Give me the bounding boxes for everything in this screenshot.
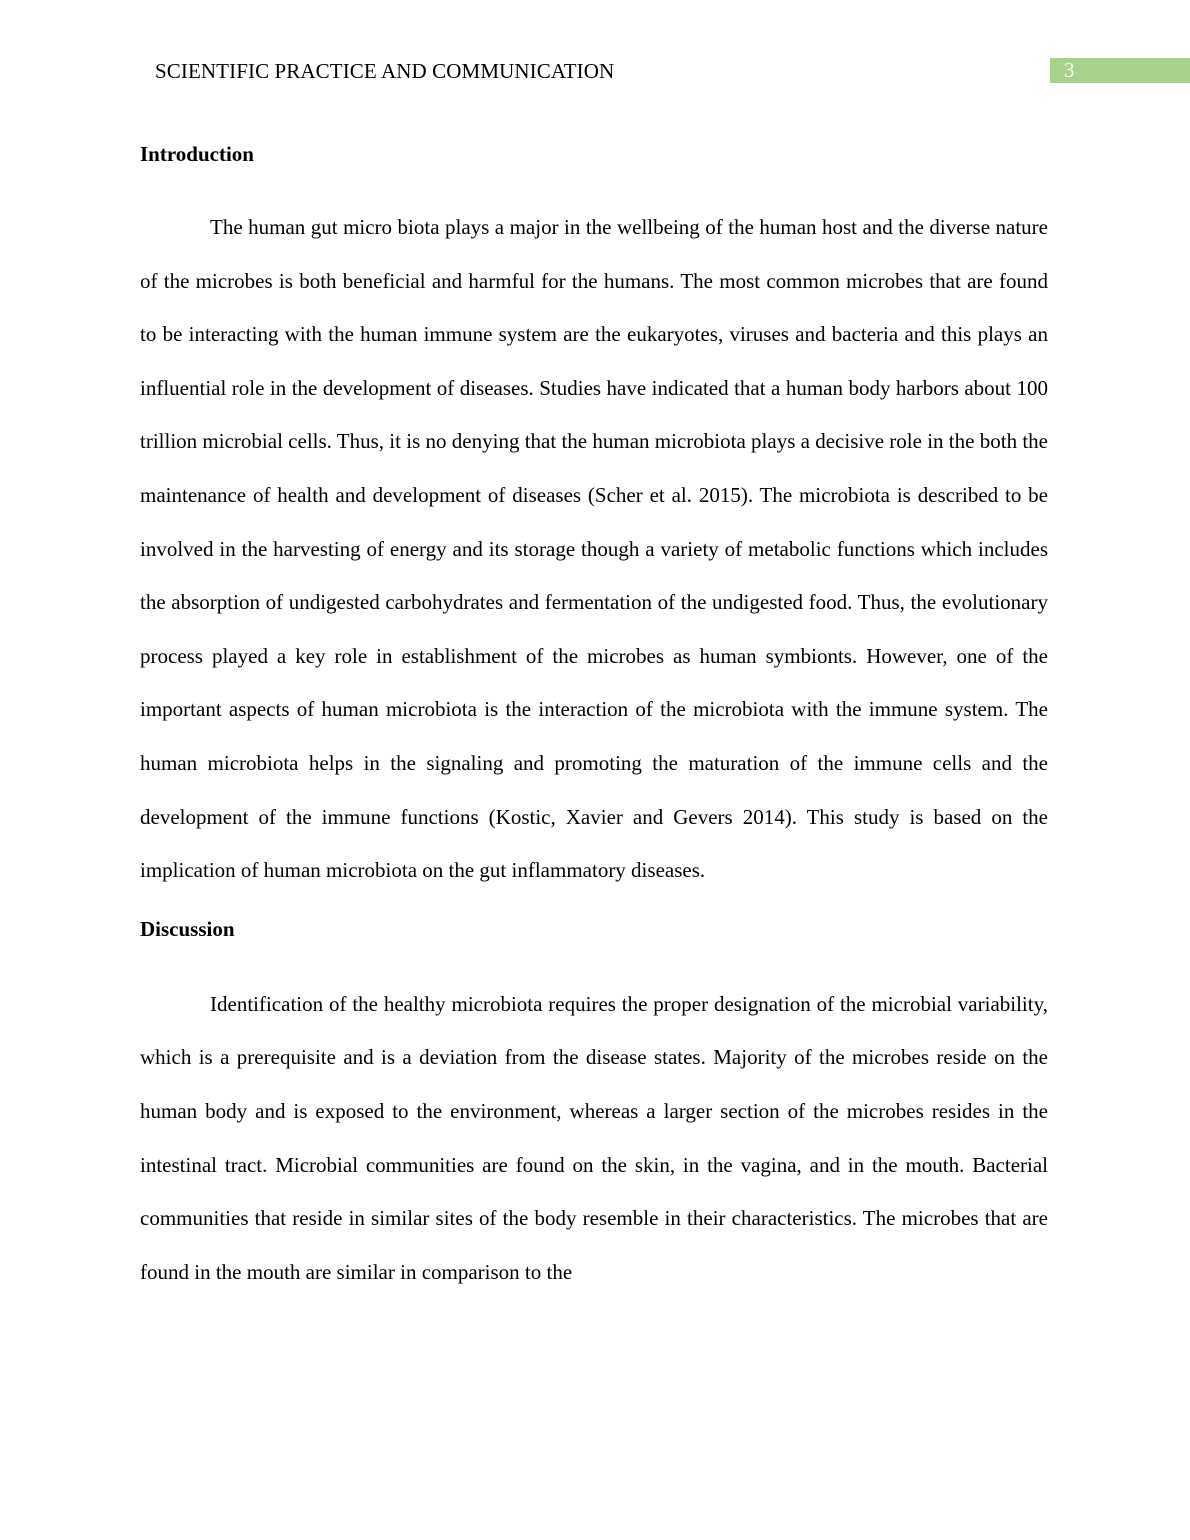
document-body bbox=[140, 138, 1048, 1299]
page-number-badge bbox=[1050, 58, 1190, 83]
running-header-title: SCIENTIFIC PRACTICE AND COMMUNICATION bbox=[155, 59, 615, 83]
discussion-paragraph: Identification of the healthy microbiota requires the proper designation of the microbial variability, which is a prerequisite and is a deviation from the disease states. Majority of the microbes reside on the human body and is exposed to the environment, whereas a larger section of the microbes resides in the intestinal tract. Microbial communities are found on the skin, in the vagina, and in the mouth. Bacterial communities that reside in similar sites of the body resemble in their characteristics. The microbes that are found in the mouth are similar in comparison to the bbox=[140, 991, 1048, 1284]
discussion-heading: Discussion bbox=[140, 916, 235, 941]
introduction-heading: Introduction bbox=[140, 142, 254, 166]
introduction-paragraph: The human gut micro biota plays a major in the wellbeing of the human host and the diverse nature of the microbes is both beneficial and harmful for the humans. The most common microbes that are found to be interacting with the human immune system are the eukaryotes, viruses and bacteria and this plays an influential role in the development of diseases. Studies have indicated that a human body harbors about 100 trillion microbial cells. Thus, it is no denying that the human microbiota plays a decisive role in the both the maintenance of health and development of diseases (Scher et al. 2015). The microbiota is described to be involved in the harvesting of energy and its storage though a variety of metabolic functions which includes the absorption of undigested carbohydrates and fermentation of the undigested food. Thus, the evolutionary process played a key role in establishment of the microbes as human symbionts. However, one of the important aspects of human microbiota is the interaction of the microbiota with the immune system. The human microbiota helps in the signaling and promoting the maturation of the immune cells and the development of the immune functions (Kostic, Xavier and Gevers 2014). This study is based on the implication of human microbiota on the gut inflammatory diseases. bbox=[140, 215, 1048, 883]
page-number: 3 bbox=[1064, 58, 1075, 82]
